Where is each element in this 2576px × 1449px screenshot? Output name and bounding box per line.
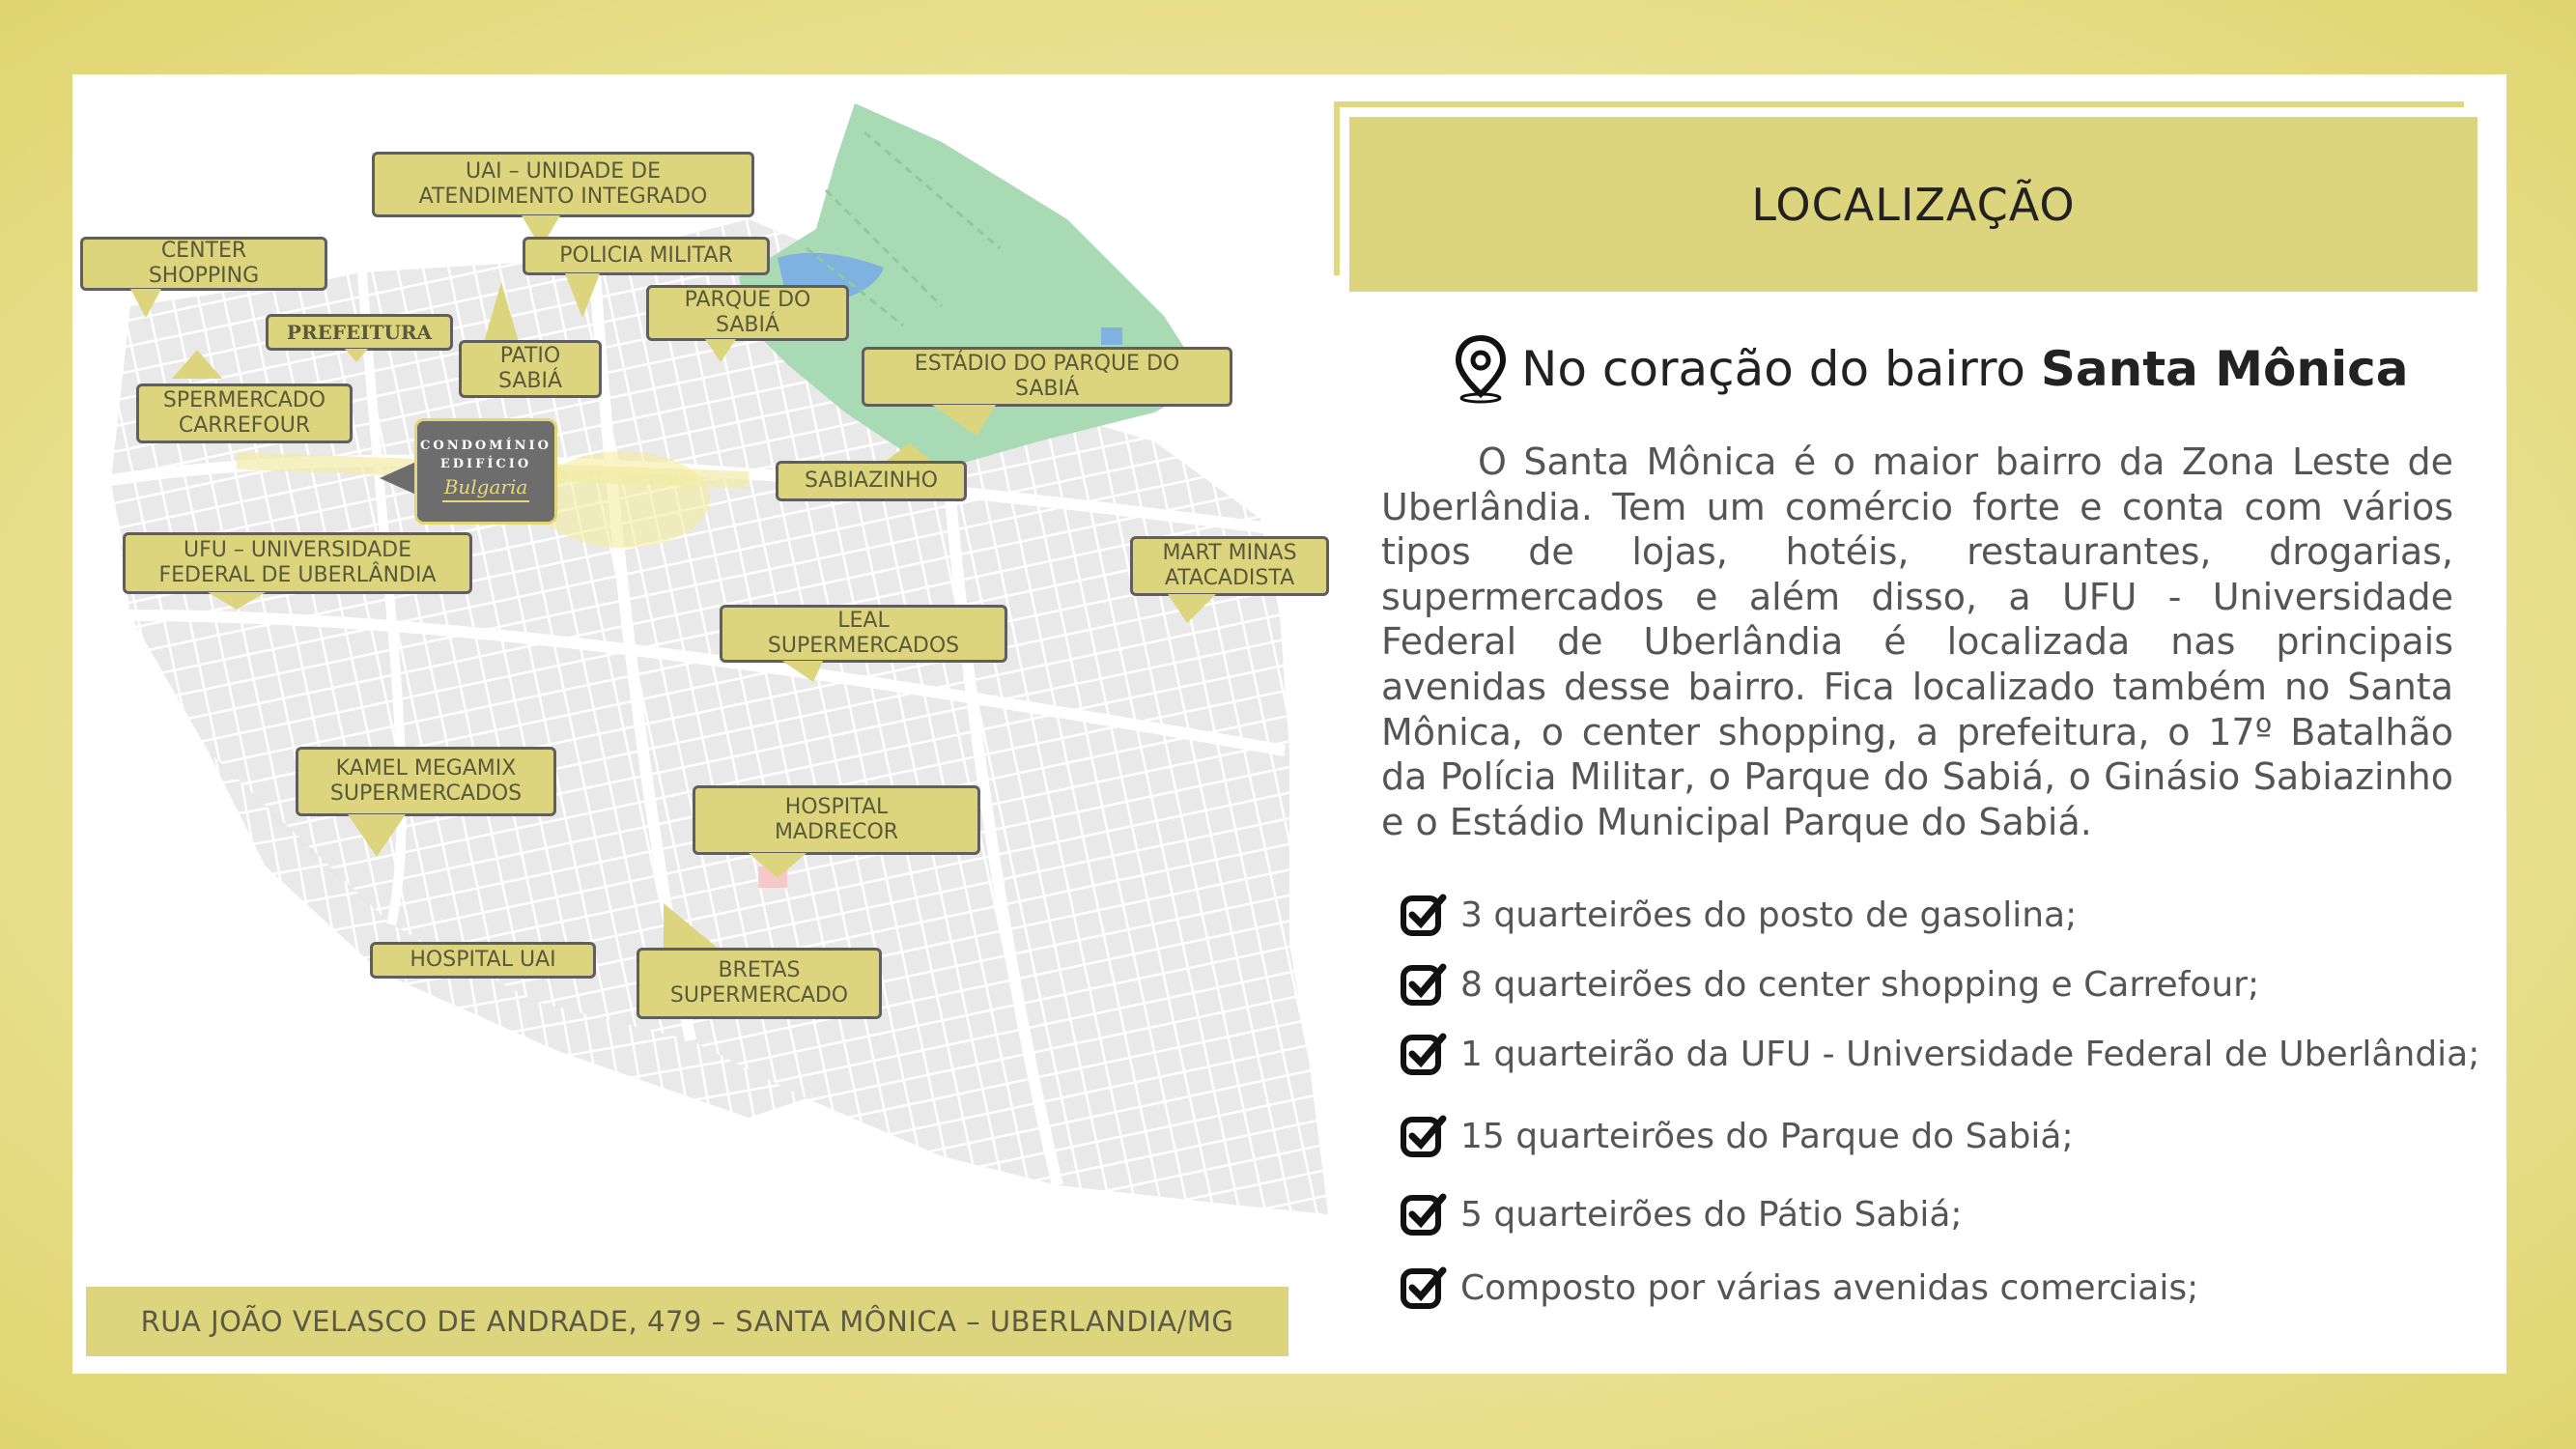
check-icon <box>1401 1113 1449 1159</box>
check-icon <box>1401 1264 1449 1311</box>
label-prefeitura[interactable]: PREFEITURA <box>266 314 453 351</box>
label-bretas[interactable]: BRETAS SUPERMERCADO <box>637 948 882 1019</box>
neighborhood-map <box>72 74 1338 1338</box>
label-center-shopping[interactable]: CENTER SHOPPING <box>80 237 327 291</box>
label-parque-do-sabia[interactable]: PARQUE DO SABIÁ <box>646 285 849 341</box>
page-title: LOCALIZAÇÃO <box>1751 178 2076 231</box>
checklist-item: 5 quarteirões do Pátio Sabiá; <box>1401 1185 1963 1243</box>
condo-line1: CONDOMÍNIO <box>420 439 552 453</box>
pointer <box>932 405 996 436</box>
pointer <box>705 339 736 362</box>
label-carrefour[interactable]: SPERMERCADO CARREFOUR <box>136 384 353 443</box>
check-icon <box>1401 961 1449 1008</box>
label-uai[interactable]: UAI – UNIDADE DE ATENDIMENTO INTEGRADO <box>372 152 754 217</box>
pointer <box>484 282 519 342</box>
label-mart-minas[interactable]: MART MINAS ATACADISTA <box>1130 536 1329 596</box>
subtitle-text: No coração do bairro Santa Mônica <box>1521 341 2409 397</box>
location-pin-icon <box>1454 334 1508 404</box>
label-sabiazinho[interactable]: SABIAZINHO <box>776 461 967 501</box>
label-kamel[interactable]: KAMEL MEGAMIX SUPERMERCADOS <box>296 747 556 816</box>
pointer <box>884 443 934 463</box>
condo-pointer <box>380 461 418 496</box>
condo-line2: EDIFÍCIO <box>439 457 532 471</box>
pointer <box>345 349 368 362</box>
pointer <box>130 289 161 318</box>
pointer <box>565 273 600 318</box>
slide-card <box>72 74 2506 1374</box>
pointer <box>208 592 266 610</box>
check-icon <box>1401 1031 1449 1077</box>
label-patio-sabia[interactable]: PATIO SABIÁ <box>459 340 602 398</box>
pointer <box>348 814 406 857</box>
pointer <box>1168 594 1216 623</box>
check-icon <box>1401 1191 1449 1237</box>
check-icon <box>1401 892 1449 938</box>
subtitle-bold: Santa Mônica <box>2040 341 2409 397</box>
condo-marker[interactable] <box>414 418 557 525</box>
checklist-item: 8 quarteirões do center shopping e Carrefour; <box>1401 955 2259 1013</box>
label-estadio[interactable]: ESTÁDIO DO PARQUE DO SABIÁ <box>862 347 1232 407</box>
label-hospital-uai[interactable]: HOSPITAL UAI <box>370 942 596 979</box>
pointer <box>782 661 823 682</box>
address-bar: RUA JOÃO VELASCO DE ANDRADE, 479 – SANTA MÔNICA – UBERLANDIA/MG <box>86 1287 1288 1356</box>
subtitle <box>1454 330 2409 408</box>
condo-underline <box>442 500 529 502</box>
label-ufu[interactable]: UFU – UNIVERSIDADE FEDERAL DE UBERLÂNDIA <box>123 532 472 594</box>
checklist-item: Composto por várias avenidas comerciais; <box>1401 1259 2198 1317</box>
condo-line3: Bulgaria <box>443 475 528 498</box>
title-box <box>1349 117 2477 292</box>
checklist-item: 15 quarteirões do Parque do Sabiá; <box>1401 1107 2074 1165</box>
label-policia-militar[interactable]: POLICIA MILITAR <box>523 237 770 275</box>
checklist-item: 3 quarteirões do posto de gasolina; <box>1401 886 2077 944</box>
checklist-item: 1 quarteirão da UFU - Universidade Federal de Uberlândia; <box>1401 1025 2479 1083</box>
pointer <box>664 903 720 950</box>
pointer <box>172 350 222 379</box>
pointer <box>749 853 807 878</box>
label-leal[interactable]: LEAL SUPERMERCADOS <box>720 605 1007 663</box>
description-paragraph: O Santa Mônica é o maior bairro da Zona Leste de Uberlândia. Tem um comércio forte e conta com vários tipos de lojas, hotéis, restaurantes, drogarias, supermercados e além disso, a UFU - Universidade Federal de Uberlândia é localizada nas principais avenidas desse bairro. Fica localizado também no Santa Mônica, o center shopping, a prefeitura, o 17º Batalhão da Polícia Militar, o Parque do Sabiá, o Ginásio Sabiazinho e o Estádio Municipal Parque do Sabiá. <box>1381 440 2453 843</box>
label-hospital-madrecor[interactable]: HOSPITAL MADRECOR <box>693 785 980 855</box>
